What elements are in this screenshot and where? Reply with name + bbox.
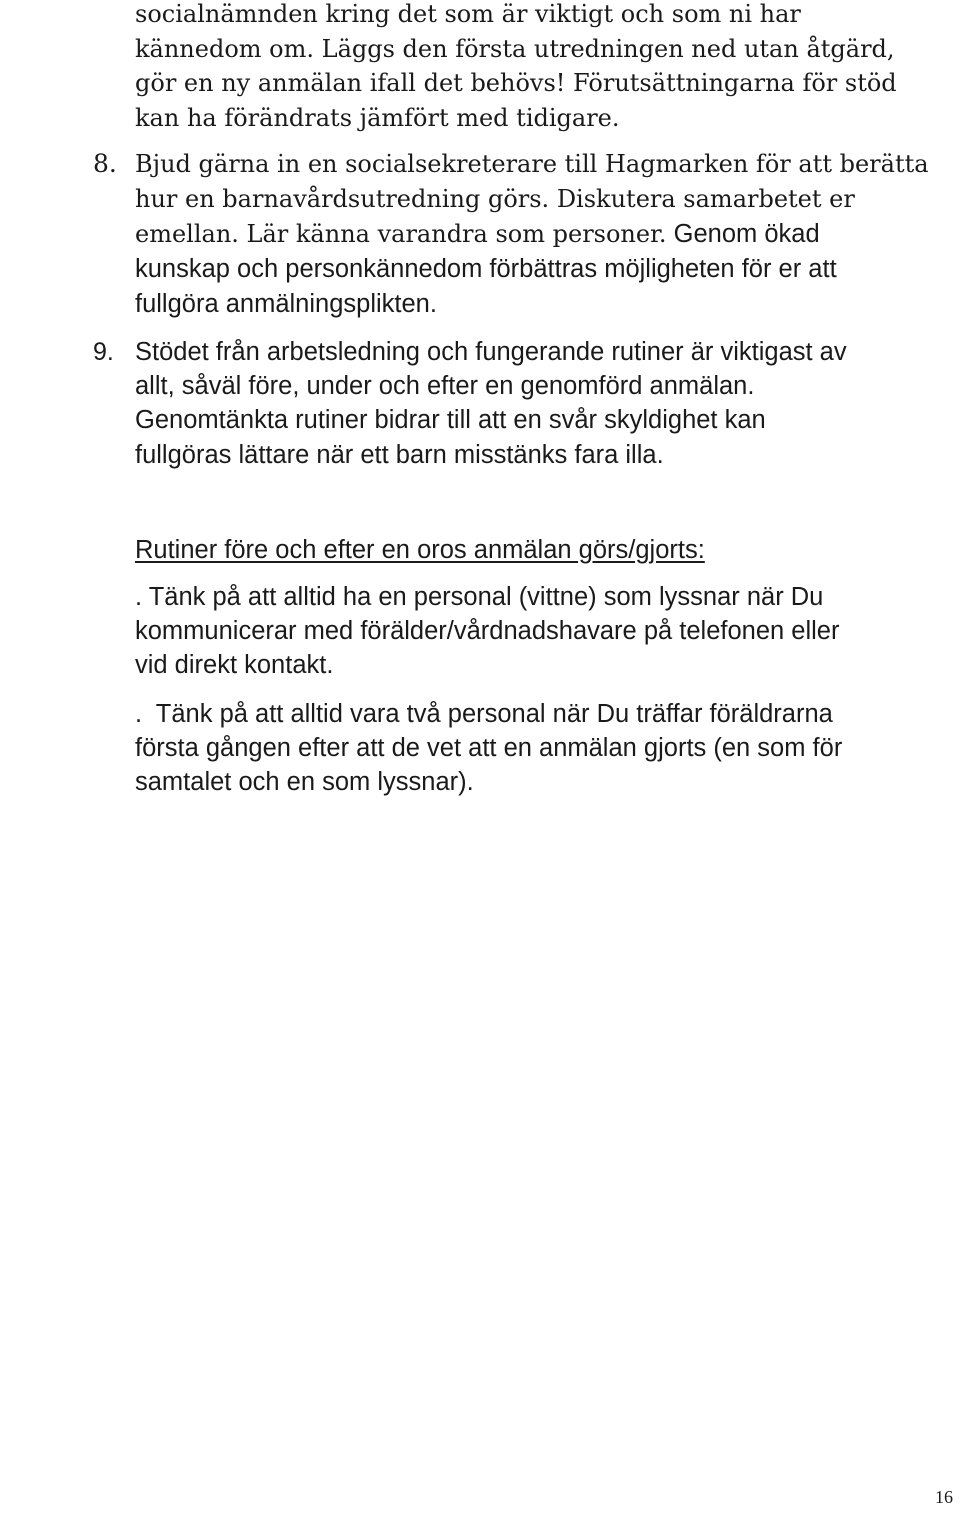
item-line: Bjud gärna in en socialsekreterare till Hagmarken för att berätta	[135, 150, 929, 178]
item-line: fullgöras lättare när ett barn misstänks fara illa.	[135, 441, 664, 469]
item-line-mixed	[135, 217, 947, 253]
routine-line: kommunicerar med förälder/vårdnadshavare på telefonen eller	[135, 617, 840, 645]
intro-line: socialnämnden kring det som är viktigt och som ni har	[135, 0, 801, 28]
item-number: 9.	[93, 338, 114, 366]
routines-heading: Rutiner före och efter en oros anmälan görs/gjorts:	[135, 536, 705, 564]
item-line-serif: emellan. Lär känna varandra som personer.	[135, 220, 667, 248]
item-line: kunskap och personkännedom förbättras möjligheten för er att	[135, 255, 837, 283]
item-line: hur en barnavårdsutredning görs. Diskutera samarbetet er	[135, 185, 855, 213]
item-line-sans: Genom ökad	[666, 220, 820, 248]
item-number: 8.	[93, 149, 117, 178]
routine-line: . Tänk på att alltid ha en personal (vittne) som lyssnar när Du	[135, 583, 824, 611]
routine-line: första gången efter att de vet att en anmälan gjorts (en som för	[135, 734, 843, 762]
routine-line: . Tänk på att alltid vara två personal när Du träffar föräldrarna	[135, 700, 833, 728]
routine-line: samtalet och en som lyssnar).	[135, 768, 474, 796]
routine-line: vid direkt kontakt.	[135, 651, 334, 679]
item-line: Stödet från arbetsledning och fungerande rutiner är viktigast av	[135, 338, 847, 366]
intro-line: kännedom om. Läggs den första utredningen ned utan åtgärd,	[135, 35, 895, 63]
item-line: Genomtänkta rutiner bidrar till att en svår skyldighet kan	[135, 406, 766, 434]
item-line: fullgöra anmälningsplikten.	[135, 290, 437, 318]
item-line: allt, såväl före, under och efter en genomförd anmälan.	[135, 372, 755, 400]
intro-line: gör en ny anmälan ifall det behövs! Förutsättningarna för stöd	[135, 69, 897, 97]
intro-line: kan ha förändrats jämfört med tidigare.	[135, 104, 620, 132]
page-number: 16	[935, 1487, 953, 1507]
